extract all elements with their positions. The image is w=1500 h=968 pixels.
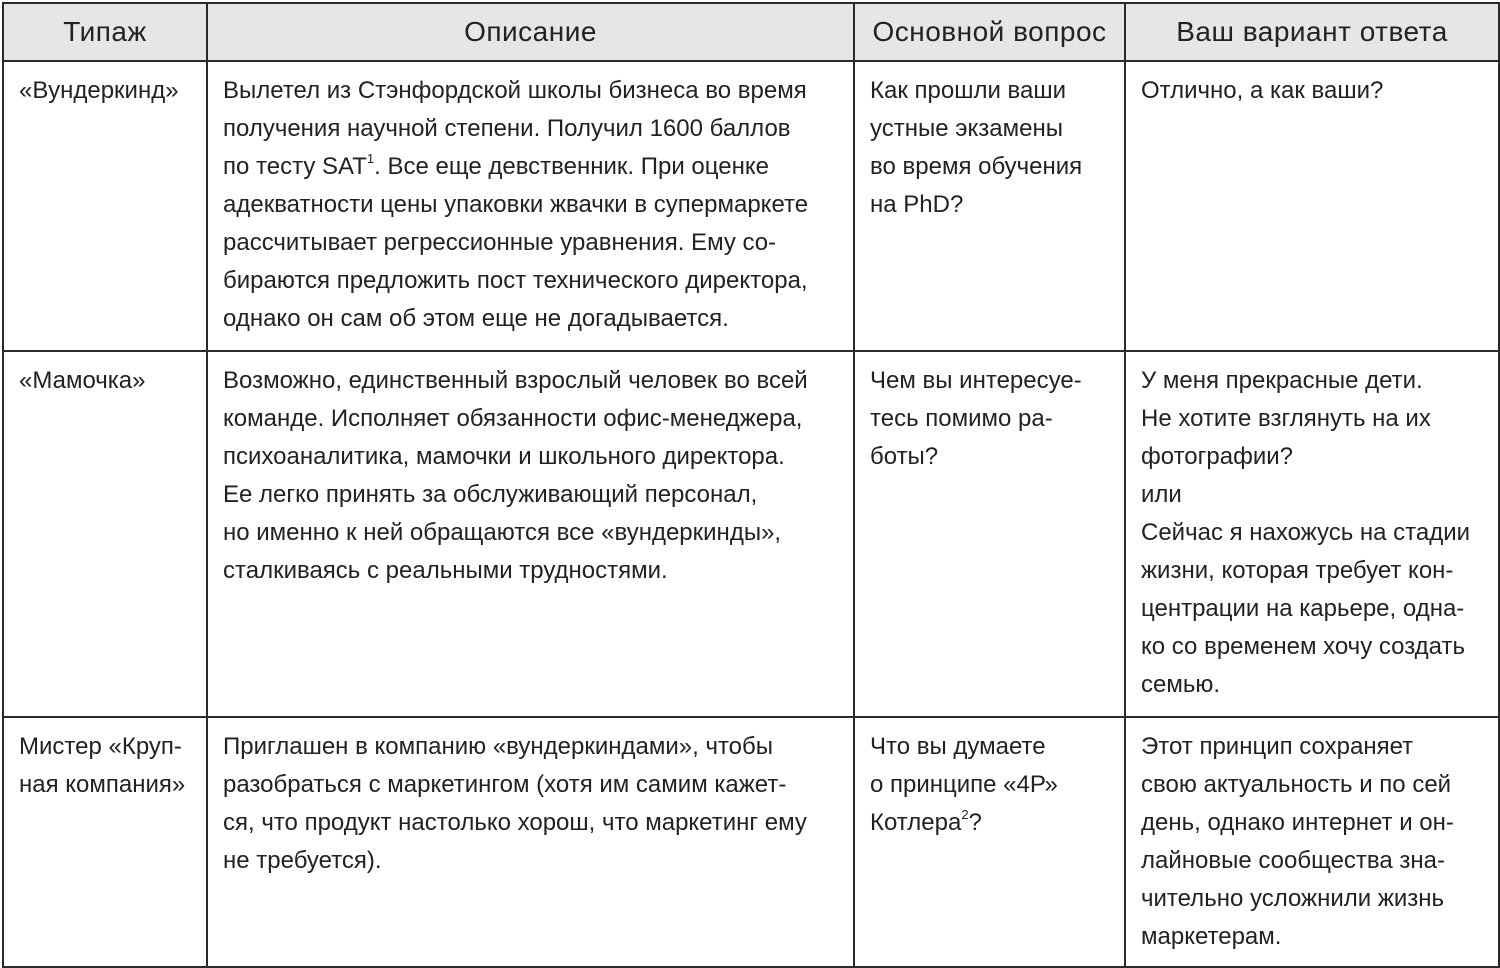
cell-line: боты? xyxy=(870,443,939,470)
cell-line: во время обучения xyxy=(870,153,1083,180)
cell-line: Возможно, единственный взрослый человек во всей xyxy=(223,367,808,394)
cell-line: на PhD? xyxy=(870,191,964,218)
question-cell xyxy=(854,61,1125,351)
type-cell xyxy=(3,351,207,717)
roles-table xyxy=(2,2,1500,968)
cell-text: . Все еще девственник. При оценке xyxy=(374,153,769,180)
answer-cell xyxy=(1125,717,1499,967)
cell-line: фотографии? xyxy=(1141,443,1293,470)
answer-cell xyxy=(1125,351,1499,717)
cell-line: Отлично, а как ваши? xyxy=(1141,77,1384,104)
cell-line: Вылетел из Стэнфордской школы бизнеса во время xyxy=(223,77,807,104)
cell-line: Ее легко принять за обслуживающий персонал, xyxy=(223,481,758,508)
cell-line: центрации на карьере, одна- xyxy=(1141,595,1465,622)
cell-line: У меня прекрасные дети. xyxy=(1141,367,1423,394)
cell-line: тесь помимо ра- xyxy=(870,405,1053,432)
cell-line: ко со временем хочу создать xyxy=(1141,633,1465,660)
footnote-marker: 1 xyxy=(366,151,375,166)
question-cell xyxy=(854,351,1125,717)
cell-line: маркетерам. xyxy=(1141,923,1282,950)
table-row xyxy=(3,61,1499,351)
cell-line: Что вы думаете xyxy=(870,733,1046,760)
cell-line: жизни, которая требует кон- xyxy=(1141,557,1454,584)
cell-line: о принципе «4Р» xyxy=(870,771,1058,798)
cell-line: Чем вы интересуе- xyxy=(870,367,1082,394)
cell-line: Сейчас я нахожусь на стадии xyxy=(1141,519,1471,546)
cell-line: адекватности цены упаковки жвачки в супермаркете xyxy=(223,191,809,218)
cell-line: Приглашен в компанию «вундеркиндами», чтобы xyxy=(223,733,774,760)
header-description: Описание xyxy=(207,3,854,61)
cell-line: чительно усложнили жизнь xyxy=(1141,885,1445,912)
cell-text: по тесту SAT xyxy=(223,153,367,180)
cell-line: но именно к ней обращаются все «вундеркинды», xyxy=(223,519,782,546)
table-row xyxy=(3,351,1499,717)
type-cell xyxy=(3,717,207,967)
cell-text: ? xyxy=(968,809,982,836)
cell-line xyxy=(870,804,1110,842)
cell-line: ная компания» xyxy=(19,771,186,798)
header-type: Типаж xyxy=(3,3,207,61)
answer-cell xyxy=(1125,61,1499,351)
cell-line: Этот принцип сохраняет xyxy=(1141,733,1414,760)
cell-line: не требуется). xyxy=(223,847,382,874)
cell-line: лайновые сообщества зна- xyxy=(1141,847,1445,874)
cell-line: свою актуальность и по сей xyxy=(1141,771,1452,798)
cell-line: бираются предложить пост технического директора, xyxy=(223,267,808,294)
description-cell xyxy=(207,717,854,967)
question-cell xyxy=(854,717,1125,967)
cell-line: ся, что продукт настолько хорош, что маркетинг ему xyxy=(223,809,807,836)
description-cell xyxy=(207,61,854,351)
cell-line: сталкиваясь с реальными трудностями. xyxy=(223,557,668,584)
cell-line: устные экзамены xyxy=(870,115,1063,142)
cell-line: однако он сам об этом еще не догадывается. xyxy=(223,305,729,332)
cell-line: Как прошли ваши xyxy=(870,77,1067,104)
cell-line: или xyxy=(1141,481,1182,508)
cell-line: семью. xyxy=(1141,671,1221,698)
header-row xyxy=(3,3,1499,61)
cell-line: психоаналитика, мамочки и школьного директора. xyxy=(223,443,785,470)
header-question: Основной вопрос xyxy=(854,3,1125,61)
cell-line: команде. Исполняет обязанности офис-менеджера, xyxy=(223,405,803,432)
cell-line: день, однако интернет и он- xyxy=(1141,809,1454,836)
cell-line: «Мамочка» xyxy=(19,367,146,394)
cell-line: «Вундеркинд» xyxy=(19,77,179,104)
cell-text: Котлера xyxy=(870,809,962,836)
cell-line: рассчитывает регрессионные уравнения. Ему со- xyxy=(223,229,777,256)
cell-line: Не хотите взглянуть на их xyxy=(1141,405,1431,432)
footnote-marker: 2 xyxy=(961,807,969,822)
cell-line: получения научной степени. Получил 1600 баллов xyxy=(223,115,791,142)
cell-line: разобраться с маркетингом (хотя им самим кажет- xyxy=(223,771,787,798)
header-answer: Ваш вариант ответа xyxy=(1125,3,1499,61)
type-cell xyxy=(3,61,207,351)
description-cell xyxy=(207,351,854,717)
cell-line: Мистер «Круп- xyxy=(19,733,182,760)
table-row xyxy=(3,717,1499,967)
cell-line xyxy=(223,148,839,186)
